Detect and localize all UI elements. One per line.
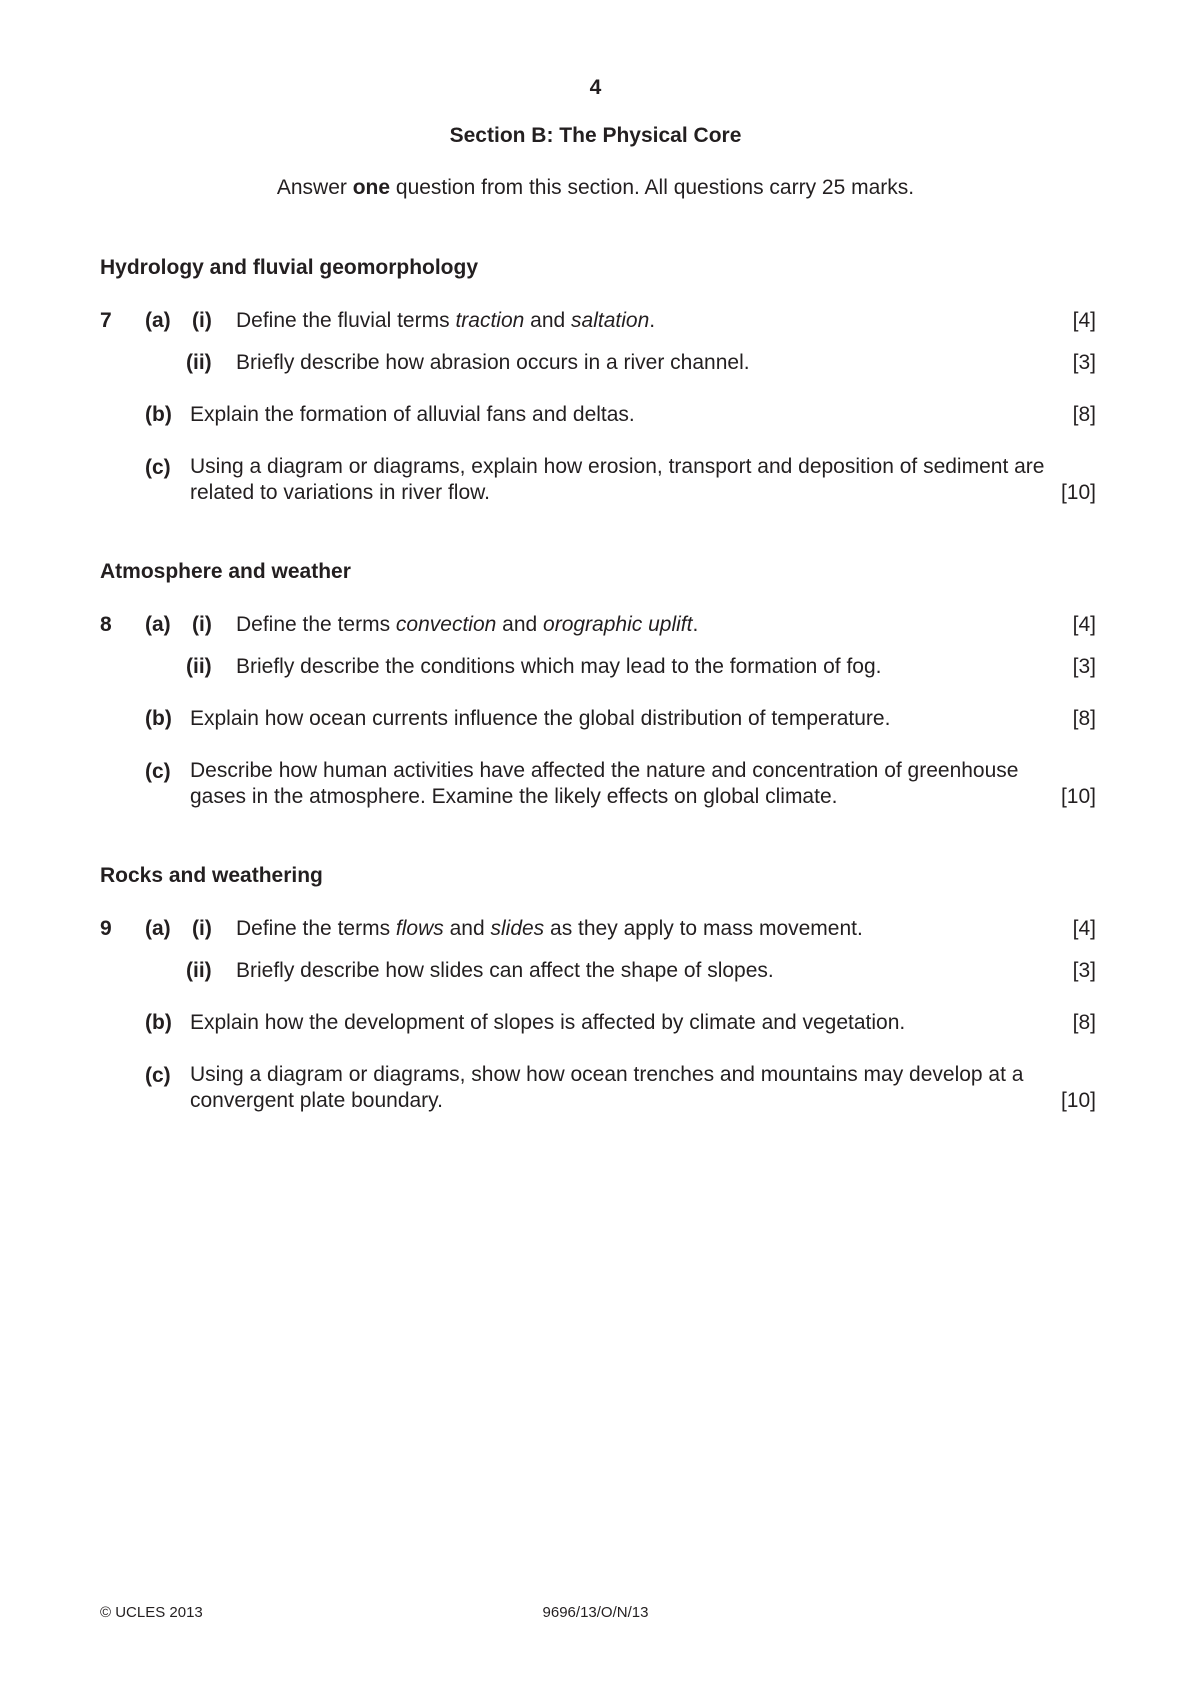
topic-heading: Rocks and weathering	[100, 864, 323, 887]
question-paragraph	[190, 1062, 1096, 1114]
paragraph-last-line	[190, 784, 1096, 810]
paragraph-line: Using a diagram or diagrams, explain how erosion, transport and deposition of sediment are	[190, 455, 1045, 478]
question-text: Explain how the development of slopes is affected by climate and vegetation.	[190, 1011, 906, 1034]
question-text: Explain the formation of alluvial fans and deltas.	[190, 403, 635, 426]
part-label: (c)	[145, 760, 171, 783]
subpart-label: (i)	[192, 917, 212, 940]
marks: [8]	[1072, 707, 1096, 730]
text-mid: and	[524, 309, 572, 332]
text-mid: and	[496, 613, 544, 636]
part-label: (b)	[145, 403, 172, 426]
term: traction	[455, 309, 525, 332]
page-number: 4	[589, 76, 602, 99]
instructions-bold: one	[352, 176, 391, 199]
marks: [3]	[1072, 655, 1096, 678]
question-number: 8	[100, 613, 112, 636]
part-label: (a)	[145, 613, 171, 636]
subpart-label: (ii)	[186, 351, 212, 374]
paragraph-last-line	[190, 480, 1096, 506]
part-label: (b)	[145, 707, 172, 730]
paragraph-line: related to variations in river flow.	[190, 481, 490, 504]
text-pre: Define the terms	[236, 917, 396, 940]
question-paragraph	[190, 758, 1096, 810]
question-text: Explain how ocean currents influence the global distribution of temperature.	[190, 707, 891, 730]
topic-heading: Hydrology and fluvial geomorphology	[100, 256, 479, 279]
question-number: 9	[100, 917, 112, 940]
question-text: Briefly describe how abrasion occurs in a river channel.	[236, 351, 750, 374]
instructions-after: question from this section. All questions carry 25 marks.	[390, 176, 915, 199]
section-instructions	[0, 176, 1191, 200]
term: orographic uplift	[543, 613, 693, 636]
footer-copyright: © UCLES 2013	[100, 1604, 203, 1621]
marks: [4]	[1072, 917, 1096, 940]
question-paragraph	[190, 454, 1096, 506]
question-text: Briefly describe how slides can affect the shape of slopes.	[236, 959, 774, 982]
marks: [4]	[1072, 309, 1096, 332]
term: saltation	[571, 309, 650, 332]
part-label: (c)	[145, 456, 171, 479]
paragraph-last-line	[190, 1088, 1096, 1114]
marks: [8]	[1072, 403, 1096, 426]
paragraph-line: Describe how human activities have affected the nature and concentration of greenhouse	[190, 759, 1019, 782]
marks: [4]	[1072, 613, 1096, 636]
marks: [8]	[1072, 1011, 1096, 1034]
instructions-before: Answer	[276, 176, 353, 199]
term: flows	[395, 917, 444, 940]
subpart-label: (ii)	[186, 959, 212, 982]
question-text	[236, 917, 863, 941]
text-post: as they apply to mass movement.	[544, 917, 863, 940]
paragraph-line: Using a diagram or diagrams, show how ocean trenches and mountains may develop at a	[190, 1063, 1024, 1086]
question-text	[236, 613, 698, 637]
subpart-label: (ii)	[186, 655, 212, 678]
part-label: (a)	[145, 309, 171, 332]
term: slides	[490, 917, 545, 940]
marks: [10]	[1060, 481, 1096, 504]
paragraph-line: gases in the atmosphere. Examine the likely effects on global climate.	[190, 785, 838, 808]
topic-heading: Atmosphere and weather	[100, 560, 351, 583]
text-post: .	[692, 613, 699, 636]
marks: [3]	[1072, 959, 1096, 982]
text-post: .	[649, 309, 656, 332]
subpart-label: (i)	[192, 613, 212, 636]
section-title: Section B: The Physical Core	[449, 124, 742, 147]
question-number: 7	[100, 309, 112, 332]
question-text	[236, 309, 655, 333]
text-pre: Define the fluvial terms	[236, 309, 456, 332]
text-pre: Define the terms	[236, 613, 396, 636]
part-label: (c)	[145, 1064, 171, 1087]
marks: [10]	[1060, 1089, 1096, 1112]
footer-paper-code: 9696/13/O/N/13	[542, 1604, 649, 1621]
text-mid: and	[443, 917, 491, 940]
subpart-label: (i)	[192, 309, 212, 332]
part-label: (a)	[145, 917, 171, 940]
question-text: Briefly describe the conditions which may lead to the formation of fog.	[236, 655, 882, 678]
part-label: (b)	[145, 1011, 172, 1034]
paragraph-line: convergent plate boundary.	[190, 1089, 443, 1112]
marks: [3]	[1072, 351, 1096, 374]
term: convection	[395, 613, 497, 636]
marks: [10]	[1060, 785, 1096, 808]
